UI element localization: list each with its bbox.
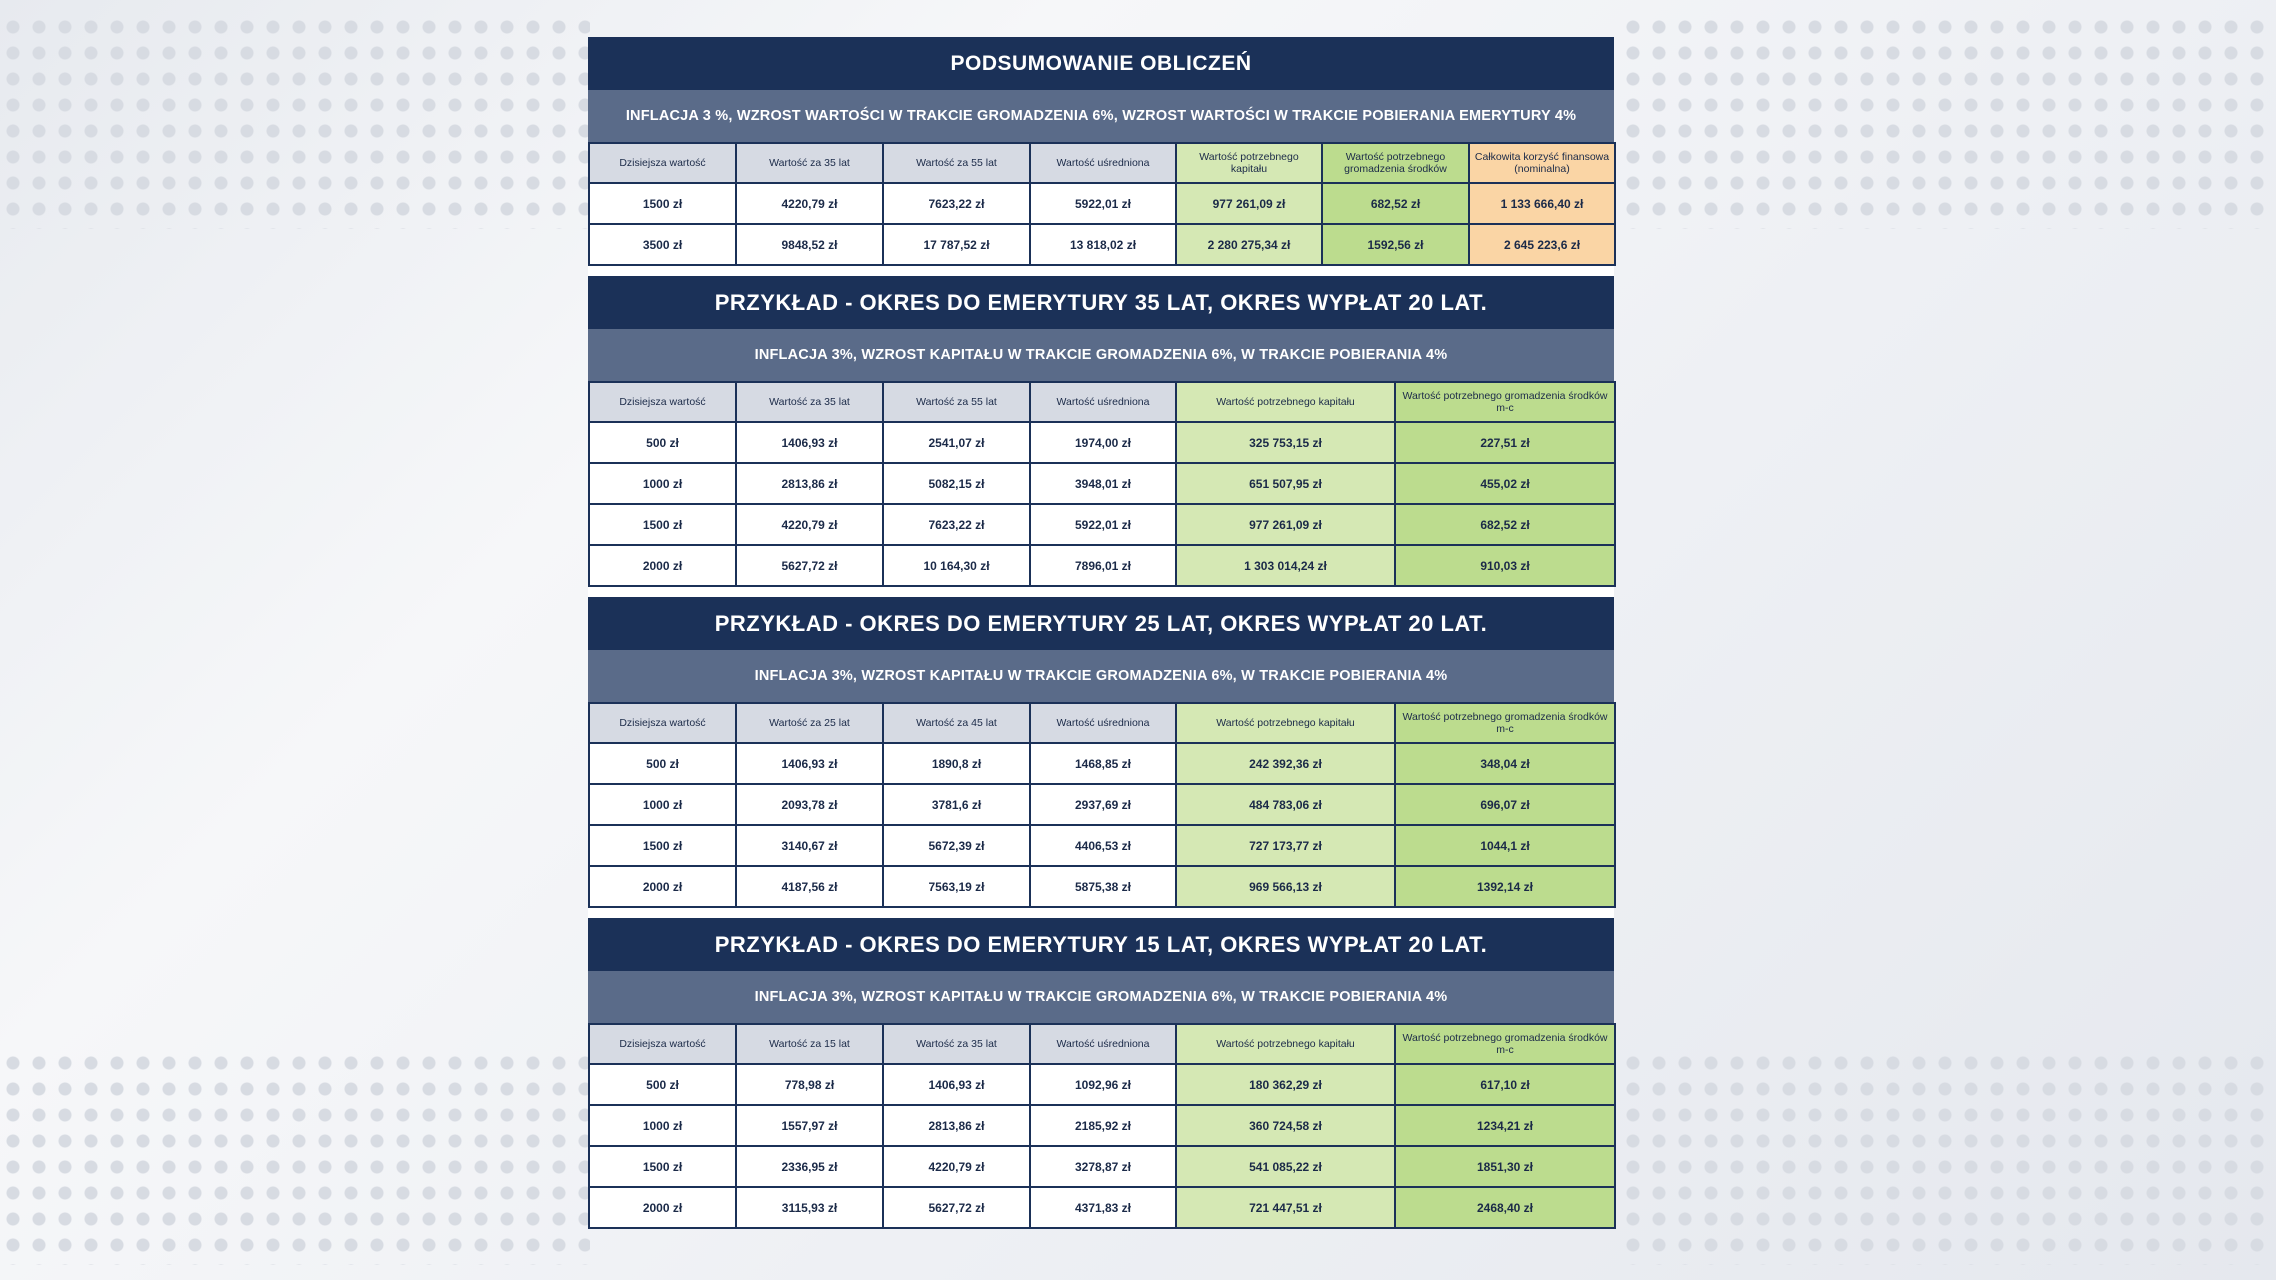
table-cell: 4187,56 zł xyxy=(736,866,883,907)
column-header: Wartość potrzebnego gromadzenia środków m-c xyxy=(1395,703,1615,743)
table-row xyxy=(589,463,1615,504)
decorative-dots xyxy=(0,1050,590,1265)
column-header: Wartość za 35 lat xyxy=(736,143,883,183)
table-cell: 1406,93 zł xyxy=(736,743,883,784)
table-cell: 617,10 zł xyxy=(1395,1064,1615,1105)
table-cell: 5922,01 zł xyxy=(1030,183,1176,224)
table-cell: 348,04 zł xyxy=(1395,743,1615,784)
column-header: Dzisiejsza wartość xyxy=(589,382,736,422)
table-cell: 1000 zł xyxy=(589,463,736,504)
column-header: Całkowita korzyść finansowa (nominalna) xyxy=(1469,143,1615,183)
table-cell: 1 133 666,40 zł xyxy=(1469,183,1615,224)
table-cell: 2000 zł xyxy=(589,866,736,907)
table-cell: 2185,92 zł xyxy=(1030,1105,1176,1146)
table-cell: 727 173,77 zł xyxy=(1176,825,1395,866)
table-header-row xyxy=(589,703,1615,743)
example-25-table xyxy=(588,702,1616,908)
table-cell: 1500 zł xyxy=(589,1146,736,1187)
table-row xyxy=(589,183,1615,224)
column-header: Dzisiejsza wartość xyxy=(589,1024,736,1064)
table-cell: 4371,83 zł xyxy=(1030,1187,1176,1228)
table-row xyxy=(589,743,1615,784)
table-cell: 969 566,13 zł xyxy=(1176,866,1395,907)
table-row xyxy=(589,1187,1615,1228)
example-35-table xyxy=(588,381,1616,587)
table-cell: 227,51 zł xyxy=(1395,422,1615,463)
column-header: Dzisiejsza wartość xyxy=(589,143,736,183)
table-cell: 4406,53 zł xyxy=(1030,825,1176,866)
table-cell: 9848,52 zł xyxy=(736,224,883,265)
table-cell: 1974,00 zł xyxy=(1030,422,1176,463)
table-row xyxy=(589,422,1615,463)
table-cell: 3948,01 zł xyxy=(1030,463,1176,504)
table-row xyxy=(589,1105,1615,1146)
table-cell: 500 zł xyxy=(589,422,736,463)
table-cell: 7563,19 zł xyxy=(883,866,1030,907)
column-header: Wartość potrzebnego kapitału xyxy=(1176,382,1395,422)
table-cell: 1000 zł xyxy=(589,1105,736,1146)
column-header: Wartość potrzebnego kapitału xyxy=(1176,143,1322,183)
calculation-document xyxy=(588,37,1614,1229)
example-25-subtitle: INFLACJA 3%, WZROST KAPITAŁU W TRAKCIE GROMADZENIA 6%, W TRAKCIE POBIERANIA 4% xyxy=(588,650,1614,702)
table-row xyxy=(589,825,1615,866)
table-row xyxy=(589,545,1615,586)
table-cell: 2937,69 zł xyxy=(1030,784,1176,825)
table-cell: 1557,97 zł xyxy=(736,1105,883,1146)
table-cell: 5627,72 zł xyxy=(883,1187,1030,1228)
column-header: Wartość uśredniona xyxy=(1030,1024,1176,1064)
column-header: Wartość za 35 lat xyxy=(736,382,883,422)
table-cell: 1406,93 zł xyxy=(736,422,883,463)
table-cell: 721 447,51 zł xyxy=(1176,1187,1395,1228)
decorative-dots xyxy=(0,14,590,229)
table-cell: 1392,14 zł xyxy=(1395,866,1615,907)
table-cell: 4220,79 zł xyxy=(736,504,883,545)
table-cell: 17 787,52 zł xyxy=(883,224,1030,265)
column-header: Wartość potrzebnego kapitału xyxy=(1176,1024,1395,1064)
table-cell: 1500 zł xyxy=(589,183,736,224)
column-header: Wartość potrzebnego gromadzenia środków m-c xyxy=(1395,1024,1615,1064)
table-row xyxy=(589,504,1615,545)
table-cell: 2 645 223,6 zł xyxy=(1469,224,1615,265)
table-cell: 1234,21 zł xyxy=(1395,1105,1615,1146)
table-cell: 5672,39 zł xyxy=(883,825,1030,866)
table-cell: 7896,01 zł xyxy=(1030,545,1176,586)
column-header: Wartość za 45 lat xyxy=(883,703,1030,743)
table-header-row xyxy=(589,382,1615,422)
column-header: Wartość uśredniona xyxy=(1030,703,1176,743)
table-cell: 5875,38 zł xyxy=(1030,866,1176,907)
table-row xyxy=(589,1064,1615,1105)
table-cell: 1 303 014,24 zł xyxy=(1176,545,1395,586)
table-cell: 500 zł xyxy=(589,1064,736,1105)
table-cell: 5627,72 zł xyxy=(736,545,883,586)
column-header: Wartość za 25 lat xyxy=(736,703,883,743)
example-15-title: PRZYKŁAD - OKRES DO EMERYTURY 15 LAT, OKRES WYPŁAT 20 LAT. xyxy=(588,918,1614,971)
table-cell: 2000 zł xyxy=(589,1187,736,1228)
table-cell: 2093,78 zł xyxy=(736,784,883,825)
table-cell: 500 zł xyxy=(589,743,736,784)
table-cell: 977 261,09 zł xyxy=(1176,504,1395,545)
column-header: Wartość za 15 lat xyxy=(736,1024,883,1064)
summary-subtitle: INFLACJA 3 %, WZROST WARTOŚCI W TRAKCIE GROMADZENIA 6%, WZROST WARTOŚCI W TRAKCIE POBIERANIA EMERYTURY 4% xyxy=(588,90,1614,142)
table-cell: 2000 zł xyxy=(589,545,736,586)
table-cell: 484 783,06 zł xyxy=(1176,784,1395,825)
table-row xyxy=(589,866,1615,907)
column-header: Wartość potrzebnego gromadzenia środków m-c xyxy=(1395,382,1615,422)
table-cell: 1468,85 zł xyxy=(1030,743,1176,784)
table-cell: 4220,79 zł xyxy=(736,183,883,224)
table-cell: 7623,22 zł xyxy=(883,504,1030,545)
example-35-subtitle: INFLACJA 3%, WZROST KAPITAŁU W TRAKCIE GROMADZENIA 6%, W TRAKCIE POBIERANIA 4% xyxy=(588,329,1614,381)
table-header-row xyxy=(589,1024,1615,1064)
column-header: Wartość za 55 lat xyxy=(883,143,1030,183)
table-cell: 5922,01 zł xyxy=(1030,504,1176,545)
table-cell: 651 507,95 zł xyxy=(1176,463,1395,504)
example-15-subtitle: INFLACJA 3%, WZROST KAPITAŁU W TRAKCIE GROMADZENIA 6%, W TRAKCIE POBIERANIA 4% xyxy=(588,971,1614,1023)
column-header: Dzisiejsza wartość xyxy=(589,703,736,743)
table-cell: 360 724,58 zł xyxy=(1176,1105,1395,1146)
table-cell: 13 818,02 zł xyxy=(1030,224,1176,265)
table-cell: 682,52 zł xyxy=(1322,183,1469,224)
table-cell: 7623,22 zł xyxy=(883,183,1030,224)
table-cell: 696,07 zł xyxy=(1395,784,1615,825)
table-cell: 3278,87 zł xyxy=(1030,1146,1176,1187)
column-header: Wartość za 55 lat xyxy=(883,382,1030,422)
table-cell: 325 753,15 zł xyxy=(1176,422,1395,463)
column-header: Wartość za 35 lat xyxy=(883,1024,1030,1064)
table-cell: 910,03 zł xyxy=(1395,545,1615,586)
column-header: Wartość potrzebnego gromadzenia środków xyxy=(1322,143,1469,183)
table-cell: 2336,95 zł xyxy=(736,1146,883,1187)
column-header: Wartość potrzebnego kapitału xyxy=(1176,703,1395,743)
table-cell: 1592,56 zł xyxy=(1322,224,1469,265)
column-header: Wartość uśredniona xyxy=(1030,143,1176,183)
example-35-title: PRZYKŁAD - OKRES DO EMERYTURY 35 LAT, OKRES WYPŁAT 20 LAT. xyxy=(588,276,1614,329)
decorative-dots xyxy=(1620,14,2276,229)
table-cell: 455,02 zł xyxy=(1395,463,1615,504)
example-35-section xyxy=(588,276,1614,587)
column-header: Wartość uśredniona xyxy=(1030,382,1176,422)
table-cell: 2813,86 zł xyxy=(736,463,883,504)
table-cell: 3500 zł xyxy=(589,224,736,265)
table-cell: 1890,8 zł xyxy=(883,743,1030,784)
table-cell: 3115,93 zł xyxy=(736,1187,883,1228)
table-cell: 2468,40 zł xyxy=(1395,1187,1615,1228)
table-cell: 2 280 275,34 zł xyxy=(1176,224,1322,265)
summary-section xyxy=(588,37,1614,266)
table-cell: 4220,79 zł xyxy=(883,1146,1030,1187)
table-cell: 10 164,30 zł xyxy=(883,545,1030,586)
summary-table xyxy=(588,142,1616,266)
table-cell: 1500 zł xyxy=(589,504,736,545)
example-25-section xyxy=(588,597,1614,908)
summary-title: PODSUMOWANIE OBLICZEŃ xyxy=(588,37,1614,90)
example-15-section xyxy=(588,918,1614,1229)
example-25-title: PRZYKŁAD - OKRES DO EMERYTURY 25 LAT, OKRES WYPŁAT 20 LAT. xyxy=(588,597,1614,650)
table-cell: 5082,15 zł xyxy=(883,463,1030,504)
table-header-row xyxy=(589,143,1615,183)
table-cell: 3140,67 zł xyxy=(736,825,883,866)
table-cell: 1000 zł xyxy=(589,784,736,825)
decorative-dots xyxy=(1620,1050,2276,1265)
table-cell: 1092,96 zł xyxy=(1030,1064,1176,1105)
table-cell: 180 362,29 zł xyxy=(1176,1064,1395,1105)
table-row xyxy=(589,224,1615,265)
table-cell: 1851,30 zł xyxy=(1395,1146,1615,1187)
table-cell: 242 392,36 zł xyxy=(1176,743,1395,784)
table-row xyxy=(589,1146,1615,1187)
table-cell: 541 085,22 zł xyxy=(1176,1146,1395,1187)
table-cell: 2813,86 zł xyxy=(883,1105,1030,1146)
table-cell: 778,98 zł xyxy=(736,1064,883,1105)
table-cell: 682,52 zł xyxy=(1395,504,1615,545)
table-cell: 1406,93 zł xyxy=(883,1064,1030,1105)
table-row xyxy=(589,784,1615,825)
table-cell: 977 261,09 zł xyxy=(1176,183,1322,224)
example-15-table xyxy=(588,1023,1616,1229)
table-cell: 1044,1 zł xyxy=(1395,825,1615,866)
table-cell: 2541,07 zł xyxy=(883,422,1030,463)
table-cell: 1500 zł xyxy=(589,825,736,866)
table-cell: 3781,6 zł xyxy=(883,784,1030,825)
